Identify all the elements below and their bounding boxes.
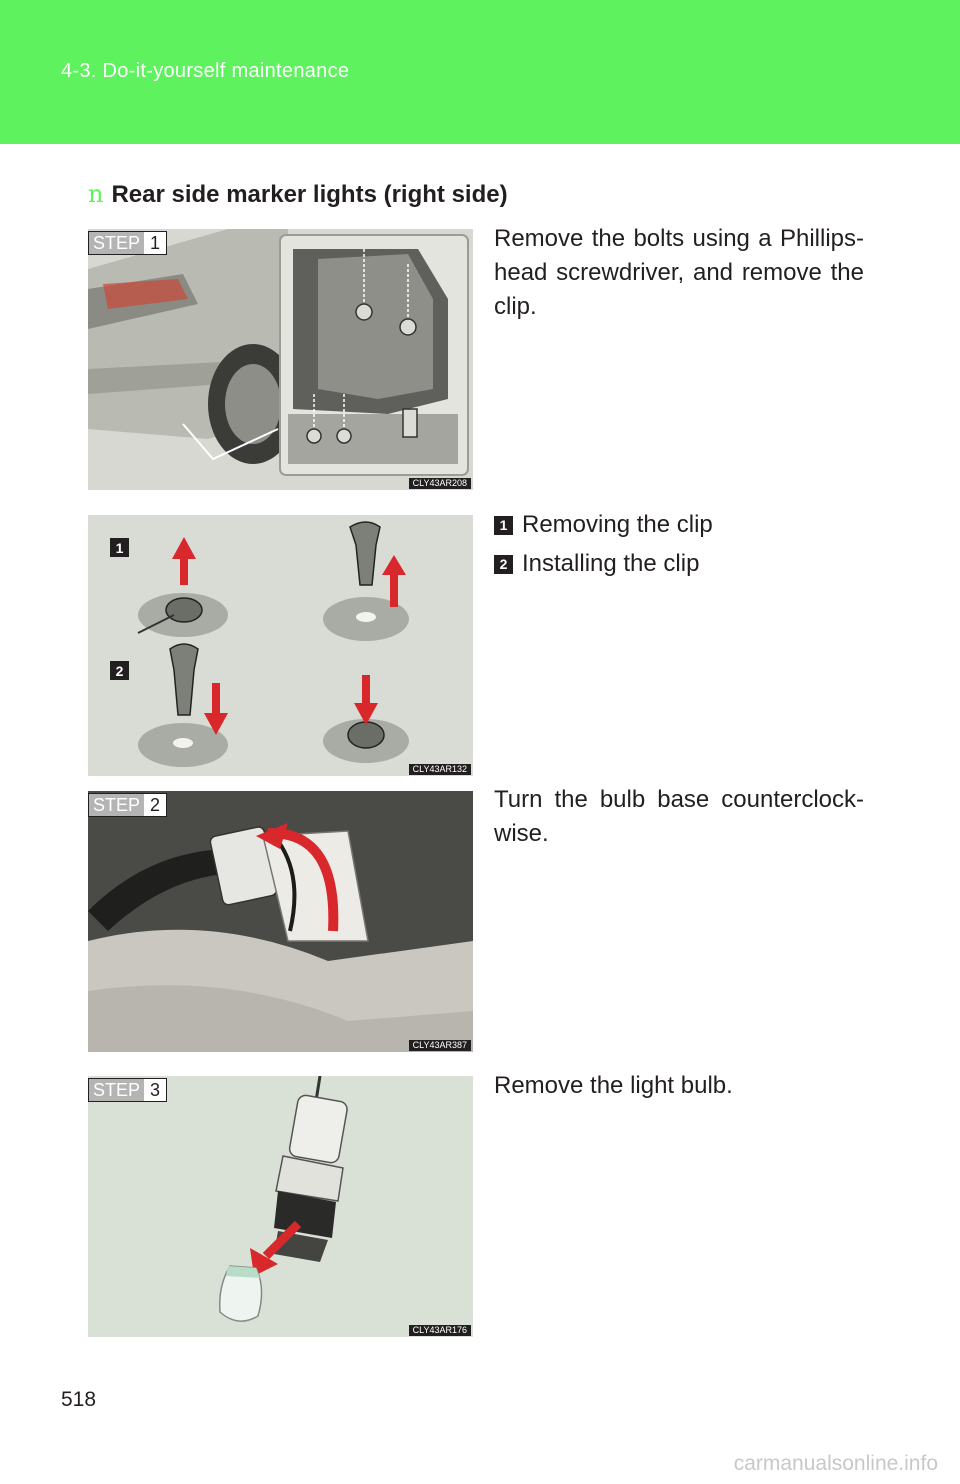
bulb-removal-image xyxy=(88,1076,473,1337)
section-title xyxy=(88,180,508,209)
marker-1-label: 1 xyxy=(115,540,124,556)
step3-description: Remove the light bulb. xyxy=(494,1072,733,1099)
bullet-icon: n xyxy=(88,180,104,208)
image-code: CLY43AR132 xyxy=(409,764,471,775)
legend-item-removing xyxy=(494,509,713,541)
legend-number: 2 xyxy=(494,555,513,574)
step-number: 2 xyxy=(150,795,161,815)
step2-illustration xyxy=(88,791,473,1052)
marker-2-label: 2 xyxy=(115,663,124,679)
image-code: CLY43AR208 xyxy=(409,478,471,489)
image-code: CLY43AR387 xyxy=(409,1040,471,1051)
legend-text: Removing the clip xyxy=(522,511,713,538)
image-code: CLY43AR176 xyxy=(409,1325,471,1336)
step-number: 3 xyxy=(150,1080,161,1100)
legend-item-installing xyxy=(494,548,699,580)
step2-description: Turn the bulb base counterclock-wise. xyxy=(494,786,864,847)
step-badge-2 xyxy=(88,793,167,817)
bulb-base-turn-image xyxy=(88,791,473,1052)
step-label: STEP xyxy=(89,232,144,254)
step-badge-1 xyxy=(88,231,167,255)
step1-illustration xyxy=(88,229,473,490)
legend-text: Installing the clip xyxy=(522,550,700,577)
step3-illustration xyxy=(88,1076,473,1337)
car-rear-fender-image xyxy=(88,229,473,490)
clip-removal-installation-image xyxy=(88,515,473,776)
clip-illustration xyxy=(88,515,473,776)
step-badge-3 xyxy=(88,1078,167,1102)
step-number: 1 xyxy=(150,233,161,253)
section-title-text: Rear side marker lights (right side) xyxy=(111,181,508,208)
step-label: STEP xyxy=(89,794,144,816)
watermark: carmanualsonline.info xyxy=(733,1452,938,1475)
page-number: 518 xyxy=(61,1388,97,1411)
step1-description: Remove the bolts using a Phillips-head screwdriver, and remove the clip. xyxy=(494,225,864,320)
legend-number: 1 xyxy=(494,516,513,535)
header-band xyxy=(0,0,960,144)
section-breadcrumb: 4-3. Do-it-yourself maintenance xyxy=(61,60,350,82)
step-label: STEP xyxy=(89,1079,144,1101)
